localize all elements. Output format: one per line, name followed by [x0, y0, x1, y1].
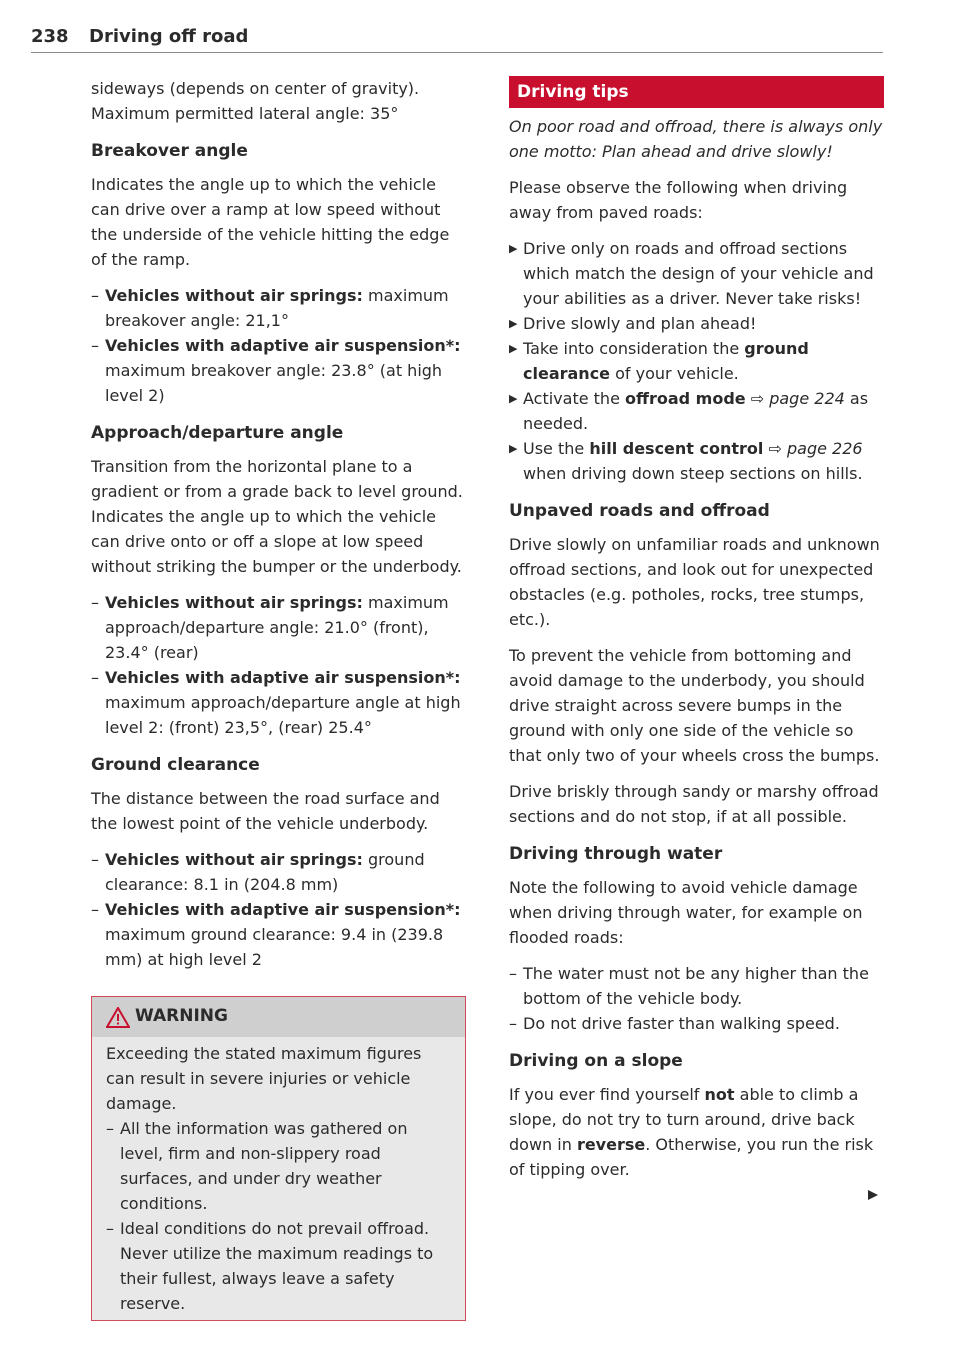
slope-text: If you ever find yourself not able to climb a slope, do not try to turn around, drive back down in reverse. Otherwise, you run the risk of tipping over.	[509, 1085, 874, 1179]
right-column	[509, 76, 884, 1182]
breakover-body: Indicates the angle up to which the vehicle can drive over a ramp at low speed without the underside of the vehicle hitting the edge of the ramp.	[91, 175, 450, 269]
approach-body: Transition from the horizontal plane to a gradient or from a grade back to level ground. Indicates the angle up to which the vehicle can drive onto or off a slope at low speed without striking the bumper or the underbody.	[91, 457, 463, 576]
approach-heading: Approach/departure angle	[91, 423, 344, 443]
section-title: Driving off road	[89, 26, 249, 47]
clearance-item-2: – Vehicles with adaptive air suspension*: maximum ground clearance: 9.4 in (239.8 mm) at high level 2	[91, 900, 461, 969]
warning-header	[92, 997, 465, 1037]
breakover-item-1: – Vehicles without air springs: maximum breakover angle: 21,1°	[91, 286, 449, 330]
motto-text: On poor road and offroad, there is always only one motto: Plan ahead and drive slowly!	[509, 117, 883, 161]
water-item-2: – Do not drive faster than walking speed.	[509, 1014, 840, 1033]
unpaved-p2: To prevent the vehicle from bottoming and avoid damage to the underbody, you should drive straight across severe bumps in the ground with only one side of the vehicle so that only two of your wheels cross the bumps.	[509, 646, 880, 765]
approach-item-2: – Vehicles with adaptive air suspension*: maximum approach/departure angle at high level 2: (front) 23,5°, (rear) 25.4°	[91, 668, 461, 737]
water-item-1: – The water must not be any higher than the bottom of the vehicle body.	[509, 964, 869, 1008]
tip-item-3: ▶ Take into consideration the ground clearance of your vehicle.	[509, 339, 809, 383]
warning-box	[91, 996, 466, 1321]
continue-arrow-icon	[867, 1186, 879, 1205]
observe-text: Please observe the following when driving away from paved roads:	[509, 178, 848, 222]
page-number: 238	[31, 26, 69, 47]
breakover-item-2: – Vehicles with adaptive air suspension*: maximum breakover angle: 23.8° (at high level 2)	[91, 336, 461, 405]
unpaved-heading: Unpaved roads and offroad	[509, 501, 770, 521]
tip-item-5: ▶ Use the hill descent control ⇨ page 226 when driving down steep sections on hills.	[509, 439, 863, 483]
offroad-mode-page-link[interactable]: ⇨ page 224	[750, 389, 845, 408]
warning-body	[92, 1037, 465, 1320]
clearance-heading: Ground clearance	[91, 755, 260, 775]
warning-item-1: – All the information was gathered on level, firm and non-slippery road surfaces, and under dry weather conditions.	[106, 1119, 408, 1213]
warning-item-2: – Ideal conditions do not prevail offroad. Never utilize the maximum readings to their fullest, always leave a safety reserve.	[106, 1219, 434, 1313]
breakover-heading: Breakover angle	[91, 141, 248, 161]
clearance-item-1: – Vehicles without air springs: ground clearance: 8.1 in (204.8 mm)	[91, 850, 425, 894]
tip-item-4: ▶ Activate the offroad mode ⇨ page 224 as needed.	[509, 389, 869, 433]
tip-item-2: ▶ Drive slowly and plan ahead!	[509, 314, 757, 333]
warning-title: WARNING	[135, 1006, 228, 1026]
left-column	[91, 76, 463, 972]
approach-item-1: – Vehicles without air springs: maximum approach/departure angle: 21.0° (front), 23.4° (rear)	[91, 593, 449, 662]
warning-triangle-icon	[106, 1007, 130, 1032]
page-header	[31, 26, 883, 53]
slope-heading: Driving on a slope	[509, 1051, 683, 1071]
water-heading: Driving through water	[509, 844, 723, 864]
clearance-body: The distance between the road surface and the lowest point of the vehicle underbody.	[91, 789, 440, 833]
driving-tips-banner: Driving tips	[509, 76, 884, 108]
unpaved-p1: Drive slowly on unfamiliar roads and unknown offroad sections, and look out for unexpected obstacles (e.g. potholes, rocks, tree stumps, etc.).	[509, 535, 880, 629]
warning-text: Exceeding the stated maximum figures can result in severe injuries or vehicle damage.	[106, 1044, 422, 1113]
unpaved-p3: Drive briskly through sandy or marshy offroad sections and do not stop, if at all possible.	[509, 782, 879, 826]
hill-descent-page-link[interactable]: ⇨ page 226	[768, 439, 863, 458]
intro-text: sideways (depends on center of gravity). Maximum permitted lateral angle: 35°	[91, 79, 420, 123]
water-p1: Note the following to avoid vehicle damage when driving through water, for example on flooded roads:	[509, 878, 863, 947]
tip-item-1: ▶ Drive only on roads and offroad sections which match the design of your vehicle and your abilities as a driver. Never take risks!	[509, 239, 874, 308]
